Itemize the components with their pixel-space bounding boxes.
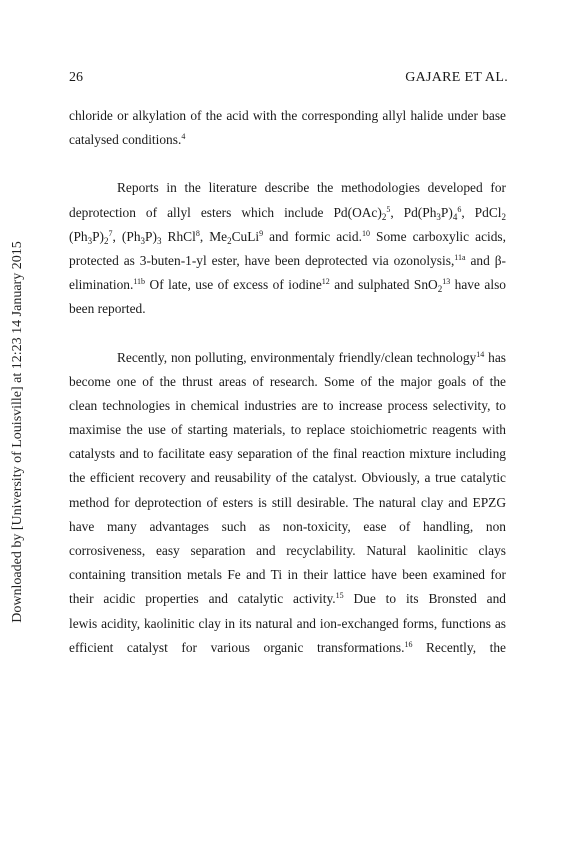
text-run: efficient catalyst for various organic transformations.	[69, 639, 405, 655]
subscript: 4	[452, 211, 458, 222]
text-run: maximise the use of starting materials, to replace stoichiometric reagents with	[69, 422, 506, 438]
text-run: have many advantages such as non-toxicity, ease of handling, non	[69, 518, 506, 534]
reference-superscript: 14	[476, 349, 485, 359]
text-run: (Ph	[69, 228, 88, 244]
text-run: Due to its Bronsted and	[343, 591, 506, 607]
text-run: corrosiveness, easy separation and recyclability. Natural kaolinitic clays	[69, 543, 506, 558]
text-line	[69, 587, 506, 611]
text-run: has	[484, 349, 506, 365]
text-run: been reported.	[69, 301, 146, 317]
text-line	[69, 249, 506, 273]
reference-superscript: 4	[181, 132, 186, 142]
text-run: and formic acid.	[263, 228, 362, 244]
page-number: 26	[69, 70, 83, 85]
text-run: catalysed conditions.	[69, 132, 182, 148]
text-line	[69, 128, 506, 152]
download-stamp: Downloaded by [University of Louisville] at 12:23 14 January 2015	[10, 241, 25, 623]
text-line	[69, 104, 506, 128]
subscript: 2	[104, 235, 109, 246]
text-line	[69, 636, 506, 660]
subscript: 2	[381, 211, 387, 222]
reference-superscript: 11b	[133, 277, 146, 287]
text-run: , (Ph	[112, 228, 141, 244]
reference-superscript: 7	[108, 228, 113, 238]
text-run: lewis acidity, kaolinitic clay in its natural and ion-exchanged forms, functions as	[69, 615, 506, 631]
text-run: clean technologies in chemical industries are to increase process selectivity, to	[69, 397, 506, 413]
text-line	[69, 491, 506, 515]
text-run: P)	[440, 204, 453, 220]
text-run: CuLi	[231, 228, 260, 244]
reference-superscript: 16	[404, 639, 413, 649]
text-run: chloride or alkylation of the acid with the corresponding allyl halide under base	[69, 108, 506, 123]
text-run: their acidic properties and catalytic activity.	[69, 591, 336, 607]
text-line	[69, 515, 506, 539]
reference-superscript: 8	[195, 228, 200, 238]
body-text	[69, 104, 506, 660]
text-run: and β-	[465, 252, 506, 268]
text-run: , PdCl	[461, 204, 502, 220]
reference-superscript: 15	[335, 591, 344, 601]
text-run: elimination.	[69, 277, 134, 293]
subscript: 3	[156, 235, 162, 246]
text-run: P)	[92, 228, 105, 244]
subscript: 2	[501, 211, 506, 222]
text-run: Of late, use of excess of iodine	[145, 277, 322, 293]
text-line	[69, 612, 506, 636]
text-line	[69, 418, 506, 442]
subscript: 3	[140, 235, 146, 246]
text-line	[69, 273, 506, 297]
reference-superscript: 6	[457, 204, 462, 214]
text-run: P)	[145, 228, 157, 244]
text-line	[69, 442, 506, 466]
text-run: method for deprotection of esters is still desirable. The natural clay and EPZG	[69, 494, 506, 510]
text-run: , Me	[199, 228, 228, 244]
reference-superscript: 9	[259, 228, 264, 238]
text-run: RhCl	[161, 228, 196, 244]
paragraph-3	[69, 346, 506, 660]
text-line	[69, 297, 506, 321]
reference-superscript: 11a	[454, 252, 466, 262]
subscript: 2	[227, 235, 232, 246]
text-line	[69, 346, 506, 370]
paragraph-2	[69, 176, 506, 321]
text-run: containing transition metals Fe and Ti in their lattice have been examined for	[69, 567, 506, 583]
text-run: become one of the thrust areas of research. Some of the major goals of the	[69, 373, 506, 389]
text-line	[69, 225, 506, 249]
text-run: and sulphated SnO	[329, 277, 438, 293]
text-run: the efficient recovery and reusability of the catalyst. Obviously, a true catalytic	[69, 470, 506, 486]
paragraph-1	[69, 104, 506, 152]
text-line	[69, 176, 506, 200]
reference-superscript: 12	[321, 277, 330, 287]
reference-superscript: 5	[386, 204, 391, 214]
reference-superscript: 10	[361, 228, 370, 238]
text-line	[69, 466, 506, 490]
subscript: 3	[436, 211, 441, 222]
text-run: , Pd(Ph	[390, 204, 437, 220]
text-line	[69, 539, 506, 563]
text-line	[69, 563, 506, 587]
text-run: Recently, non polluting, environmentaly friendly/clean technology	[117, 349, 477, 365]
text-line	[69, 201, 506, 225]
subscript: 2	[437, 284, 443, 295]
text-run: Recently, the	[412, 639, 506, 655]
text-line	[69, 370, 506, 394]
text-run: protected as 3-buten-1-yl ester, have been deprotected via ozonolysis,	[69, 252, 455, 268]
text-run: catalysts and to facilitate easy separation of the final reaction mixture including	[69, 446, 506, 462]
subscript: 3	[87, 235, 93, 246]
text-run: deprotection of allyl esters which include Pd(OAc)	[69, 204, 382, 220]
reference-superscript: 13	[442, 277, 451, 287]
text-run: have also	[450, 277, 506, 293]
text-run: Some carboxylic acids,	[369, 228, 506, 244]
text-line	[69, 394, 506, 418]
running-head: GAJARE ET AL.	[405, 70, 508, 85]
text-run: Reports in the literature describe the methodologies developed for	[117, 180, 506, 196]
